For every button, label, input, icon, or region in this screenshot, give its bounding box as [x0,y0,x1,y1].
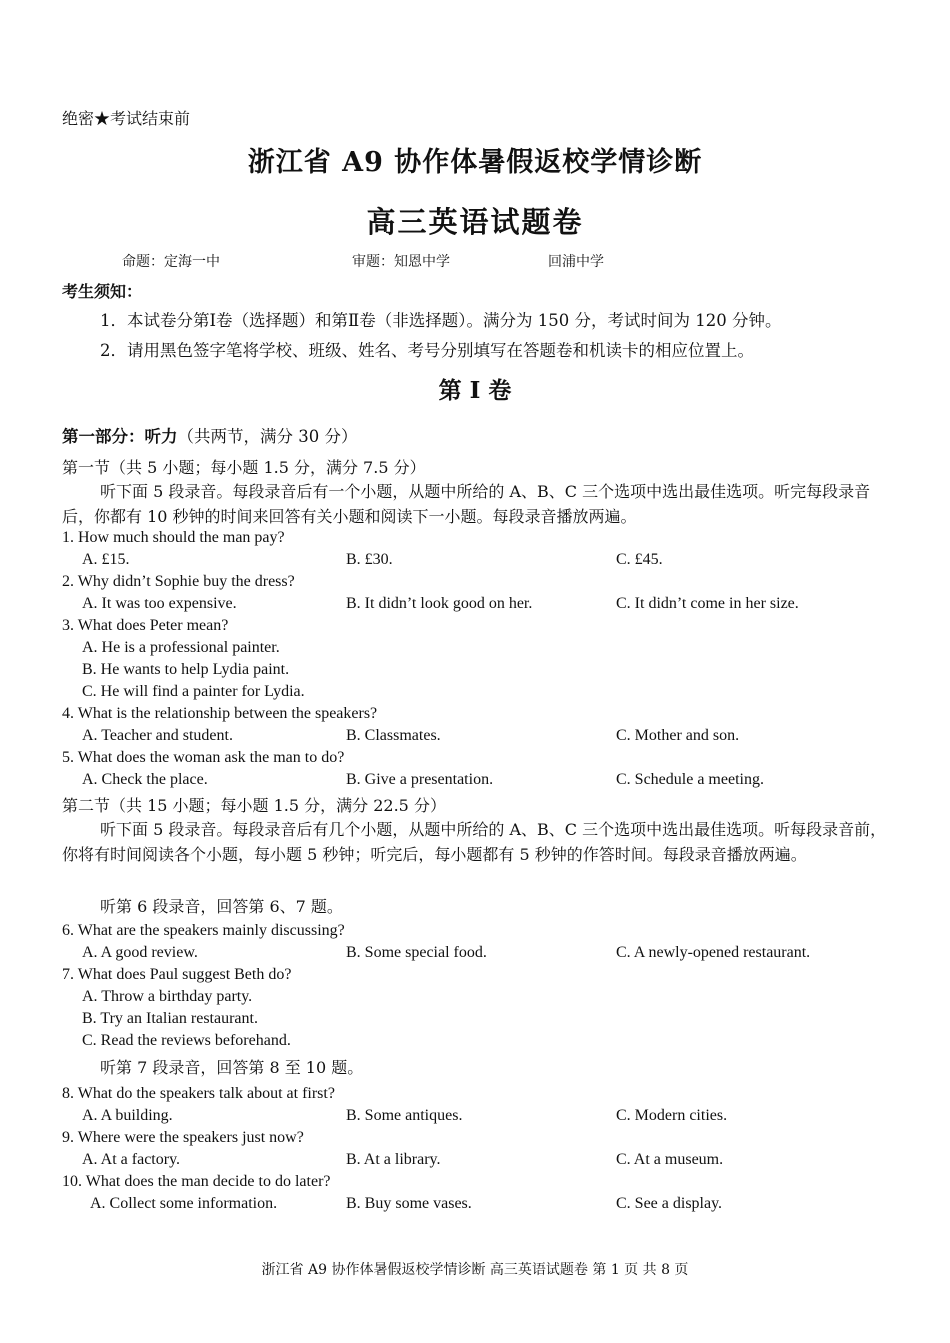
question-8-option-b: B. Some antiques. [346,1107,463,1124]
exam-title: 浙江省 A9 协作体暑假返校学情诊断 [247,147,703,178]
question-8-option-c: C. Modern cities. [616,1107,728,1124]
section2-heading: 第二节（共 15 小题；每小题 1.5 分，满分 22.5 分） [62,796,446,815]
question-6-option-c: C. A newly-opened restaurant. [616,944,811,961]
section1-instructions: 听下面 5 段录音。每段录音后有一个小题，从题中所给的 A、B、C 三个选项中选出最佳选项。听完每段录音后，你都有 10 秒钟的时间来回答有关小题和阅读下一小题。每段录音播放两遍。 [62,482,871,526]
reviewer2-line: 回浦中学 [548,254,604,270]
confidential-mark: 绝密★考试结束前 [62,109,191,128]
question-4-option-b: B. Classmates. [346,727,441,744]
question-10-option-a: A. Collect some information. [90,1195,278,1212]
question-1-option-c: C. £45. [616,551,663,568]
question-7-option-c: C. Read the reviews beforehand. [82,1032,291,1049]
question-4-option-c: C. Mother and son. [616,727,740,744]
listen-instruction-7: 听第 7 段录音，回答第 8 至 10 题。 [100,1058,364,1077]
question-2-option-a: A. It was too expensive. [82,595,237,612]
question-7-option-a: A. Throw a birthday party. [82,988,253,1005]
question-9-option-b: B. At a library. [346,1151,441,1168]
question-7-stem: 7. What does Paul suggest Beth do? [62,966,292,983]
notice-item-2: 2．请用黑色签字笔将学校、班级、姓名、考号分别填写在答题卷和机读卡的相应位置上。 [100,341,754,360]
question-3-option-c: C. He will find a painter for Lydia. [82,683,305,700]
question-8-option-a: A. A building. [82,1107,173,1124]
question-2-option-b: B. It didn’t look good on her. [346,595,533,612]
question-6-option-b: B. Some special food. [346,944,487,961]
question-10-option-c: C. See a display. [616,1195,723,1212]
reviewer-line: 审题：知恩中学 [352,254,450,270]
question-9-option-c: C. At a museum. [616,1151,724,1168]
part1-heading-bold: 第一部分：听力 [62,427,178,446]
question-8-stem: 8. What do the speakers talk about at first? [62,1085,335,1102]
question-1-option-b: B. £30. [346,551,393,568]
part1-heading-rest: （共两节，满分 30 分） [177,427,358,446]
question-5-option-c: C. Schedule a meeting. [616,771,764,788]
question-5-option-b: B. Give a presentation. [346,771,494,788]
question-5-option-a: A. Check the place. [82,771,208,788]
question-2-stem: 2. Why didn’t Sophie buy the dress? [62,573,295,590]
notice-item-1: 1．本试卷分第Ⅰ卷（选择题）和第Ⅱ卷（非选择题）。满分为 150 分，考试时间为 120 分钟。 [100,311,782,330]
exam-subtitle: 高三英语试题卷 [366,205,584,239]
question-10-option-b: B. Buy some vases. [346,1195,472,1212]
question-6-option-a: A. A good review. [82,944,198,961]
part1-heading [62,423,358,447]
page-footer: 浙江省 A9 协作体暑假返校学情诊断 高三英语试题卷 第 1 页 共 8 页 [261,1262,689,1278]
question-4-option-a: A. Teacher and student. [82,727,233,744]
notice-heading: 考生须知： [62,282,143,301]
question-7-option-b: B. Try an Italian restaurant. [82,1010,258,1027]
question-1-option-a: A. £15. [82,551,130,568]
proposer-line: 命题：定海一中 [122,254,220,270]
question-9-option-a: A. At a factory. [82,1151,181,1168]
question-2-option-c: C. It didn’t come in her size. [616,595,799,612]
question-4-stem: 4. What is the relationship between the speakers? [62,705,378,722]
question-9-stem: 9. Where were the speakers just now? [62,1129,304,1146]
question-3-stem: 3. What does Peter mean? [62,617,229,634]
question-10-stem: 10. What does the man decide to do later? [62,1173,331,1190]
section2-instructions: 听下面 5 段录音。每段录音后有几个小题，从题中所给的 A、B、C 三个选项中选出最佳选项。听每段录音前，你将有时间阅读各个小题，每小题 5 秒钟；听完后，每小题都有 5 秒钟的作答时间。每段录音播放两遍。 [62,820,887,864]
question-1-stem: 1. How much should the man pay? [62,529,285,546]
question-6-stem: 6. What are the speakers mainly discussing? [62,922,345,939]
question-3-option-a: A. He is a professional painter. [82,639,280,656]
section1-heading: 第一节（共 5 小题；每小题 1.5 分，满分 7.5 分） [62,458,426,477]
listen-instruction-6: 听第 6 段录音，回答第 6、7 题。 [100,897,343,916]
question-3-option-b: B. He wants to help Lydia paint. [82,661,290,678]
volume-heading: 第 I 卷 [438,377,512,404]
question-5-stem: 5. What does the woman ask the man to do? [62,749,345,766]
